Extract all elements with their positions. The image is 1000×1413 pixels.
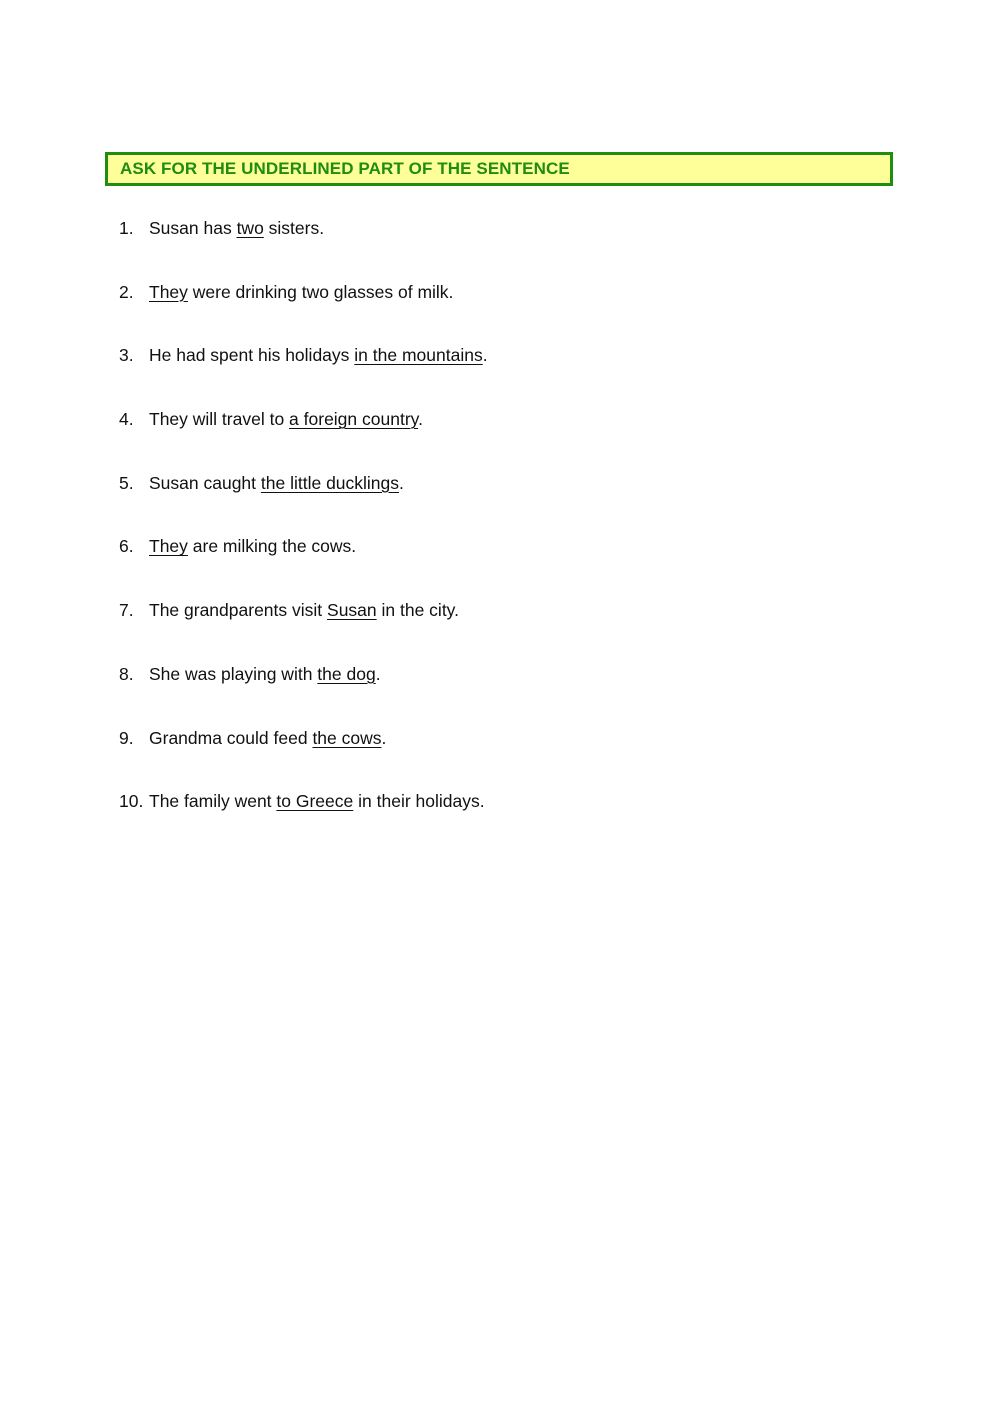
item-number: 10.: [119, 791, 144, 812]
sentence-after: in the city.: [376, 600, 459, 621]
underlined-part: a foreign country: [289, 409, 419, 430]
underlined-part: the cows: [312, 727, 382, 748]
item-number: 2.: [119, 281, 134, 302]
sentence-after: are milking the cows.: [187, 536, 357, 557]
item-number: 6.: [119, 536, 134, 557]
exercise-item: [119, 343, 488, 407]
exercise-item: [119, 471, 488, 535]
item-number: 8.: [119, 663, 134, 684]
sentence-before: Susan caught: [149, 472, 261, 493]
underlined-part: the dog: [317, 663, 376, 684]
item-number: 1.: [119, 218, 134, 238]
title-box: [105, 152, 893, 186]
sentence-before: He had spent his holidays: [149, 345, 355, 366]
exercise-item: [119, 280, 488, 344]
underlined-part: the little ducklings: [260, 472, 400, 493]
sentence-after: .: [381, 727, 387, 748]
sentence-after: .: [418, 409, 423, 430]
exercise-item: [119, 726, 488, 790]
sentence-before: Grandma could feed: [149, 727, 313, 748]
underlined-part: They: [149, 281, 188, 302]
item-number: 7.: [119, 600, 134, 621]
item-number: 9.: [119, 727, 134, 748]
item-number: 5.: [119, 472, 134, 493]
sentence-after: were drinking two glasses of milk.: [187, 281, 454, 302]
sentence-before: Susan has: [149, 218, 237, 238]
underlined-part: two: [236, 218, 264, 238]
sentence-before: The family went: [149, 791, 277, 812]
sentence-after: in their holidays.: [353, 791, 485, 812]
sentence-after: .: [375, 663, 381, 684]
sentence-before: They will travel to: [149, 409, 290, 430]
exercise-item: [119, 216, 488, 280]
sentence-after: .: [399, 472, 404, 493]
exercise-list: [119, 216, 488, 853]
exercise-item: [119, 534, 488, 598]
exercise-item: [119, 789, 488, 853]
exercise-item: [119, 598, 488, 662]
underlined-part: Susan: [327, 600, 377, 621]
page-title: ASK FOR THE UNDERLINED PART OF THE SENTENCE: [120, 159, 570, 178]
underlined-part: in the mountains: [354, 345, 483, 366]
exercise-item: [119, 407, 488, 471]
item-number: 4.: [119, 409, 134, 430]
underlined-part: They: [149, 536, 188, 557]
item-number: 3.: [119, 345, 134, 366]
sentence-before: She was playing with: [149, 663, 318, 684]
underlined-part: to Greece: [276, 791, 354, 812]
exercise-item: [119, 662, 488, 726]
sentence-after: .: [482, 345, 488, 366]
sentence-before: The grandparents visit: [149, 600, 328, 621]
sentence-after: sisters.: [263, 218, 325, 238]
